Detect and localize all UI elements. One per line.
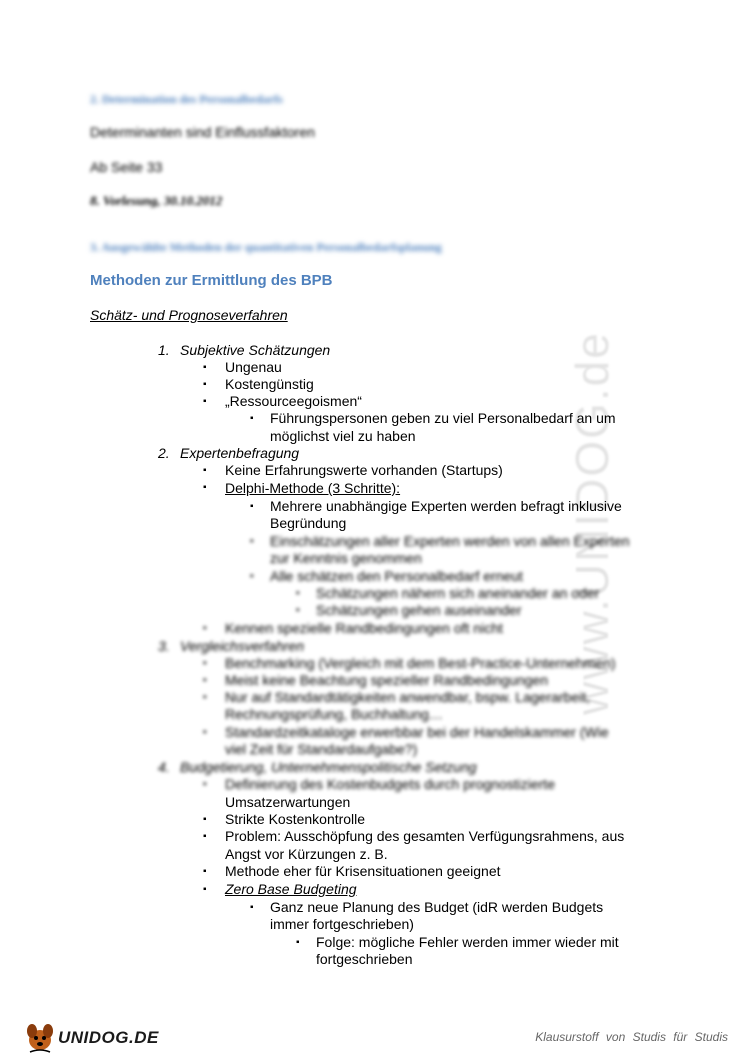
list-item: Schätzungen gehen auseinander	[316, 602, 522, 618]
lecture-date: 8. Vorlesung, 30.10.2012	[90, 193, 223, 208]
bullet-icon: ▪	[203, 379, 207, 390]
bullet-icon: ▪	[250, 902, 254, 913]
page-reference-text: Ab Seite 33	[90, 159, 163, 175]
bullet-icon: ▪	[203, 814, 207, 825]
bullet-icon: ▪	[203, 884, 207, 895]
item-4-title: Budgetierung, Unternehmenspolitische Setzung	[180, 759, 477, 775]
list-item: Methode eher für Krisensituationen geeignet	[225, 863, 501, 879]
list-number-3: 3.	[158, 638, 170, 654]
list-item-continuation: immer fortgeschrieben)	[270, 916, 414, 932]
list-item: Kostengünstig	[225, 376, 314, 392]
list-item: Keine Erfahrungswerte vorhanden (Startups)	[225, 462, 503, 478]
bullet-icon: ▪	[250, 571, 254, 582]
bullet-icon: ▪	[250, 536, 254, 547]
estimation-subheading: Schätz- und Prognoseverfahren	[90, 307, 288, 323]
list-item: Alle schätzen den Personalbedarf erneut	[270, 568, 523, 584]
list-number-2: 2.	[158, 445, 170, 461]
list-item: Definierung des Kostenbudgets durch prognostizierte	[225, 776, 555, 792]
list-item: Ganz neue Planung des Budget (idR werden Budgets	[270, 899, 604, 915]
section-3-heading: 3. Ausgewählte Methoden der quantitativen Personalbedarfsplanung	[90, 240, 442, 254]
list-number-4: 4.	[158, 759, 170, 775]
list-item: Führungspersonen geben zu viel Personalbedarf an um	[270, 410, 616, 426]
bullet-icon: ▪	[296, 937, 300, 948]
list-item-continuation: fortgeschrieben	[316, 951, 413, 967]
bullet-icon: ▪	[203, 779, 207, 790]
determinanten-text: Determinanten sind Einflussfaktoren	[90, 124, 315, 140]
footer-tagline: Klausurstoff von Studis für Studis	[535, 1030, 728, 1044]
bullet-icon: ▪	[203, 675, 207, 686]
logo-text: UNIDOG.DE	[58, 1028, 159, 1047]
item-1-title: Subjektive Schätzungen	[180, 342, 331, 358]
list-item: Mehrere unabhängige Experten werden befragt inklusive	[270, 498, 622, 514]
list-item: Nur auf Standardtätigkeiten anwendbar, bspw. Lagerarbeit,	[225, 689, 591, 705]
list-item: Schätzungen nähern sich aneinander an oder	[316, 585, 600, 601]
bullet-icon: ▪	[203, 658, 207, 669]
list-item: „Ressourceegoismen“	[225, 393, 362, 409]
list-item: Folge: mögliche Fehler werden immer wieder mit	[316, 934, 619, 950]
bullet-icon: ▪	[203, 623, 207, 634]
bullet-icon: ▪	[203, 831, 207, 842]
bullet-icon: ▪	[203, 362, 207, 373]
bullet-icon: ▪	[203, 727, 207, 738]
bullet-icon: ▪	[203, 692, 207, 703]
list-item-continuation: Angst vor Kürzungen z. B.	[225, 846, 388, 862]
list-item-continuation: Begründung	[270, 515, 347, 531]
unidog-logo[interactable]	[22, 1020, 162, 1054]
list-item: Einschätzungen aller Experten werden von allen Experten	[270, 533, 630, 549]
section-2-heading: 2. Determination des Personalbedarfs	[90, 92, 283, 106]
list-item: Standardzeitkataloge erwerbbar bei der Handelskammer (Wie	[225, 724, 609, 740]
list-item-continuation: zur Kenntnis genommen	[270, 550, 422, 566]
list-item: Ungenau	[225, 359, 282, 375]
item-3-title: Vergleichsverfahren	[180, 638, 304, 654]
list-item-continuation: Rechnungsprüfung, Buchhaltung…	[225, 706, 443, 722]
list-item: Strikte Kostenkontrolle	[225, 811, 366, 827]
bullet-icon: ▪	[250, 501, 254, 512]
list-item: Benchmarking (Vergleich mit dem Best-Practice-Unternehmen)	[225, 655, 616, 671]
bullet-icon: ▪	[250, 413, 254, 424]
list-item: Meist keine Beachtung spezieller Randbedingungen	[225, 672, 548, 688]
item-2-title: Expertenbefragung	[180, 445, 300, 461]
bullet-icon: ▪	[203, 396, 207, 407]
bullet-icon: ▪	[203, 482, 207, 493]
list-item: Delphi-Methode (3 Schritte):	[225, 480, 401, 496]
list-item-continuation: Umsatzerwartungen	[225, 794, 351, 810]
list-item-continuation: möglichst viel zu haben	[270, 428, 416, 444]
list-item: Problem: Ausschöpfung des gesamten Verfügungsrahmens, aus	[225, 828, 625, 844]
bullet-icon: ▪	[296, 588, 300, 599]
watermark-text: www.UNIDOG.de	[566, 331, 618, 715]
methods-title: Methoden zur Ermittlung des BPB	[90, 272, 333, 289]
bullet-icon: ▪	[203, 866, 207, 877]
list-item: Zero Base Budgeting	[225, 881, 357, 897]
list-item: Kennen spezielle Randbedingungen oft nicht	[225, 620, 503, 636]
list-number-1: 1.	[158, 342, 170, 358]
bullet-icon: ▪	[296, 605, 300, 616]
bullet-icon: ▪	[203, 465, 207, 476]
list-item-continuation: viel Zeit für Standardaufgabe?)	[225, 741, 418, 757]
dog-icon	[22, 1020, 58, 1054]
